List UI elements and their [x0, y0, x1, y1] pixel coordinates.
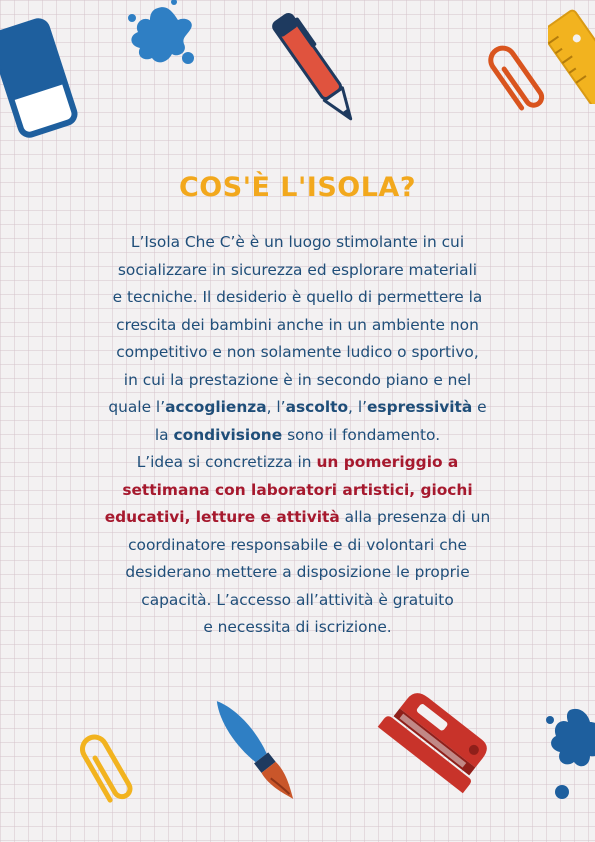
ruler-icon — [548, 8, 595, 104]
text-fragment: alla presenza di un — [339, 508, 491, 526]
text-fragment: sono il fondamento. — [282, 425, 441, 444]
text-line: quale l’ — [108, 398, 166, 416]
text-fragment: , l’ — [348, 398, 367, 416]
text-line: L’Isola Che C’è è un luogo stimolante in cui — [130, 233, 465, 251]
paint-splash-icon — [118, 0, 200, 76]
text-fragment: L’idea si concretizza in — [136, 453, 317, 471]
paperclip-icon — [478, 36, 554, 122]
text-fragment: la — [154, 425, 174, 444]
text-line: e tecniche. Il desiderio è quello di permettere la — [112, 288, 483, 306]
text-line: competitivo e non solamente ludico o sportivo, — [116, 343, 479, 361]
keyword-ascolto: ascolto — [285, 398, 349, 416]
text-fragment: e — [472, 398, 487, 416]
keyword-condivisione: condivisione — [173, 425, 283, 444]
stapler-icon — [370, 688, 488, 800]
text-line: desiderano mettere a disposizione le proprie — [125, 563, 470, 581]
highlight-activity: settimana con laboratori artistici, giochi — [122, 480, 473, 499]
paintbrush-icon — [196, 686, 314, 814]
description-paragraph — [60, 229, 535, 642]
text-line: capacità. L’accesso all’attività è gratuito — [141, 590, 454, 609]
pen-icon — [256, 6, 376, 136]
text-fragment: , l’ — [266, 398, 286, 416]
keyword-espressivita: espressività — [366, 398, 473, 416]
paint-splash-icon — [540, 700, 595, 804]
text-line: socializzare in sicurezza ed esplorare materiali — [117, 260, 478, 279]
keyword-accoglienza: accoglienza — [165, 398, 267, 416]
highlight-activity: educativi, letture e attività — [104, 508, 340, 526]
eraser-icon — [0, 14, 82, 142]
text-line: e necessita di iscrizione. — [203, 618, 392, 636]
page-title: COS'È L'ISOLA? — [178, 172, 416, 203]
text-line: coordinatore responsabile e di volontari che — [128, 535, 467, 554]
text-line: crescita dei bambini anche in un ambiente non — [116, 315, 479, 334]
paperclip-icon — [66, 724, 146, 814]
text-line: in cui la prestazione è in secondo piano e nel — [123, 370, 472, 389]
highlight-activity: un pomeriggio a — [316, 453, 459, 471]
